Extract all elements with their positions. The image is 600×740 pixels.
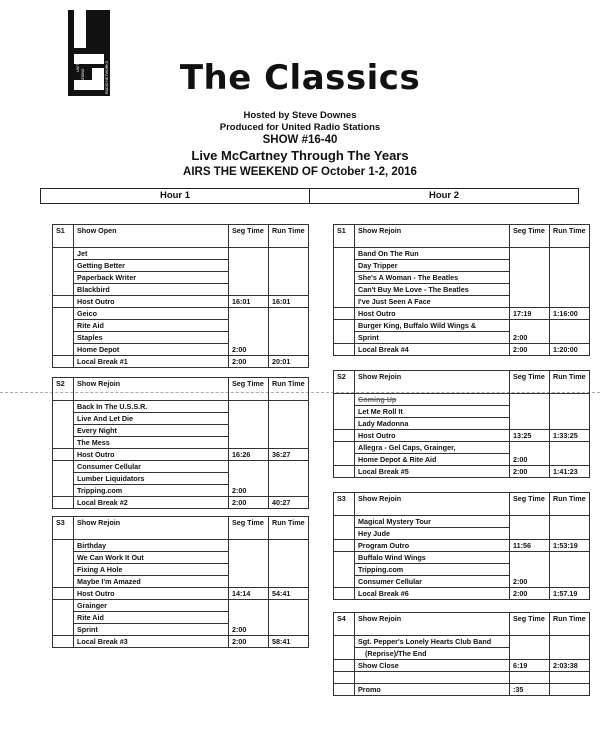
outro-row — [53, 356, 309, 368]
hour2-segment-s2 — [333, 370, 590, 478]
outro-label: Program Outro — [355, 540, 510, 552]
run-time-label: Run Time — [550, 493, 590, 516]
segment-title: Show Rejoin — [74, 517, 229, 540]
seg-time-label: Seg Time — [510, 225, 550, 248]
outro-seg-time: 2:00 — [229, 497, 269, 509]
outro-seg-time: 16:01 — [229, 296, 269, 308]
item-title: We Can Work It Out — [74, 552, 229, 564]
segment-title: Show Rejoin — [355, 613, 510, 636]
segment-title: Show Rejoin — [74, 378, 229, 401]
outro-row — [334, 344, 590, 356]
segment-title: Show Open — [74, 225, 229, 248]
hours-header — [40, 188, 579, 204]
group-seg-time: 2:00 — [510, 552, 550, 588]
hour2-segment-s1 — [333, 224, 590, 356]
outro-row — [53, 296, 309, 308]
list-item — [334, 516, 590, 528]
list-item — [334, 320, 590, 332]
item-title: Sgt. Pepper's Lonely Hearts Club Band — [355, 636, 510, 648]
outro-seg-time: 2:00 — [510, 344, 550, 356]
segment-header-row — [334, 493, 590, 516]
outro-seg-time: 6:19 — [510, 660, 550, 672]
item-title: Consumer Cellular — [355, 576, 510, 588]
outro-seg-time: 2:00 — [229, 636, 269, 648]
outro-label: Local Break #1 — [74, 356, 229, 368]
segment-id: S3 — [53, 517, 74, 540]
item-title: Maybe I'm Amazed — [74, 576, 229, 588]
outro-row — [334, 466, 590, 478]
segment-id: S4 — [334, 613, 355, 636]
outro-run-time: 1:33:25 — [550, 430, 590, 442]
item-title: Grainger — [74, 600, 229, 612]
logo-line-2: STATIONS — [81, 68, 85, 86]
item-title: Hey Jude — [355, 528, 510, 540]
outro-label: Host Outro — [74, 449, 229, 461]
outro-row — [334, 540, 590, 552]
outro-seg-time: 2:00 — [229, 356, 269, 368]
outro-seg-time: 2:00 — [510, 588, 550, 600]
group-seg-time: 2:00 — [229, 308, 269, 356]
seg-time-label: Seg Time — [229, 517, 269, 540]
outro-row — [334, 430, 590, 442]
logo-line-3: RADIO NETWORKS — [105, 60, 109, 94]
run-time-label: Run Time — [550, 225, 590, 248]
producer-line: Produced for United Radio Stations — [219, 122, 381, 133]
spacer-row — [334, 672, 590, 684]
item-title: She's A Woman - The Beatles — [355, 272, 510, 284]
segment-header-row — [53, 225, 309, 248]
group-seg-time: 2:00 — [229, 600, 269, 636]
item-title: Tripping.com — [74, 485, 229, 497]
item-title: Sprint — [74, 624, 229, 636]
seg-time-label: Seg Time — [229, 378, 269, 401]
segment-header-row — [334, 613, 590, 636]
list-item — [53, 461, 309, 473]
segment-header-row — [53, 378, 309, 401]
seg-time-label: Seg Time — [229, 225, 269, 248]
outro-row — [53, 636, 309, 648]
item-title: Blackbird — [74, 284, 229, 296]
run-time-label: Run Time — [550, 371, 590, 394]
outro-row — [53, 588, 309, 600]
outro-run-time: 36:27 — [269, 449, 309, 461]
run-time-label: Run Time — [550, 613, 590, 636]
item-title: Burger King, Buffalo Wild Wings & — [355, 320, 510, 332]
outro-row — [334, 684, 590, 696]
list-item — [53, 540, 309, 552]
outro-label: Local Break #6 — [355, 588, 510, 600]
outro-run-time: 58:41 — [269, 636, 309, 648]
outro-run-time: 54:41 — [269, 588, 309, 600]
segment-id: S2 — [53, 378, 74, 401]
outro-run-time: 1:57.19 — [550, 588, 590, 600]
outro-run-time: 40:27 — [269, 497, 309, 509]
hour2-segment-s4 — [333, 612, 590, 696]
outro-label: Host Outro — [74, 588, 229, 600]
logo-line-1: UNITED — [76, 58, 80, 72]
outro-row — [53, 449, 309, 461]
item-title: Can't Buy Me Love - The Beatles — [355, 284, 510, 296]
item-title: Back In The U.S.S.R. — [74, 401, 229, 413]
segment-header-row — [53, 517, 309, 540]
item-title: Live And Let Die — [74, 413, 229, 425]
seg-time-label: Seg Time — [510, 493, 550, 516]
group-seg-time: 2:00 — [229, 461, 269, 497]
segment-header-row — [334, 371, 590, 394]
item-title: Sprint — [355, 332, 510, 344]
item-title: Band On The Run — [355, 248, 510, 260]
outro-row — [334, 660, 590, 672]
segment-title: Show Rejoin — [355, 493, 510, 516]
hour-2-label: Hour 2 — [309, 189, 578, 203]
outro-label: Local Break #4 — [355, 344, 510, 356]
segment-header-row — [334, 225, 590, 248]
item-title: Paperback Writer — [74, 272, 229, 284]
group-seg-time: 2:00 — [510, 442, 550, 466]
item-title: Fixing A Hole — [74, 564, 229, 576]
item-title: Magical Mystery Tour — [355, 516, 510, 528]
outro-seg-time: 13:25 — [510, 430, 550, 442]
outro-seg-time: 16:26 — [229, 449, 269, 461]
item-title: Birthday — [74, 540, 229, 552]
segment-id: S3 — [334, 493, 355, 516]
item-title: Day Tripper — [355, 260, 510, 272]
segment-title: Show Rejoin — [355, 225, 510, 248]
item-title: Rite Aid — [74, 612, 229, 624]
show-subtitle: Live McCartney Through The Years — [191, 148, 409, 163]
item-title: I've Just Seen A Face — [355, 296, 510, 308]
item-title: Allegra - Gel Caps, Grainger, — [355, 442, 510, 454]
segment-id: S1 — [53, 225, 74, 248]
list-item — [53, 248, 309, 260]
outro-label: Host Outro — [74, 296, 229, 308]
item-title: Staples — [74, 332, 229, 344]
item-title: Consumer Cellular — [74, 461, 229, 473]
segment-id: S2 — [334, 371, 355, 394]
segment-title: Show Rejoin — [355, 371, 510, 394]
item-title: Lumber Liquidators — [74, 473, 229, 485]
outro-seg-time: 2:00 — [510, 466, 550, 478]
item-title: Buffalo Wind Wings — [355, 552, 510, 564]
outro-row — [334, 308, 590, 320]
item-title: Rite Aid — [74, 320, 229, 332]
list-item — [334, 552, 590, 564]
hour-1-label: Hour 1 — [159, 190, 191, 201]
hour1-segment-s2 — [52, 377, 309, 509]
show-number: SHOW #16-40 — [262, 134, 338, 146]
seg-time-label: Seg Time — [510, 613, 550, 636]
outro-label: Local Break #3 — [74, 636, 229, 648]
item-title: Jet — [74, 248, 229, 260]
outro-run-time: 1:41:23 — [550, 466, 590, 478]
outro-run-time: 1:20:00 — [550, 344, 590, 356]
hour2-segment-s3 — [333, 492, 590, 600]
item-title: Every Night — [74, 425, 229, 437]
list-item — [334, 394, 590, 406]
outro-run-time: 16:01 — [269, 296, 309, 308]
item-title: The Mess — [74, 437, 229, 449]
run-time-label: Run Time — [269, 517, 309, 540]
item-title: Coming Up — [355, 394, 510, 406]
outro-run-time: 2:03:38 — [550, 660, 590, 672]
outro-seg-time: 11:56 — [510, 540, 550, 552]
run-time-label: Run Time — [269, 378, 309, 401]
item-title: Getting Better — [74, 260, 229, 272]
item-title: Tripping.com — [355, 564, 510, 576]
item-title: Geico — [74, 308, 229, 320]
outro-seg-time: 14:14 — [229, 588, 269, 600]
outro-run-time: 1:53:19 — [550, 540, 590, 552]
item-title: Let Me Roll It — [355, 406, 510, 418]
list-item — [334, 636, 590, 648]
outro-label: Host Outro — [355, 308, 510, 320]
item-title: Home Depot & Rite Aid — [355, 454, 510, 466]
list-item — [334, 442, 590, 454]
item-title: Lady Madonna — [355, 418, 510, 430]
list-item — [53, 401, 309, 413]
outro-run-time: 20:01 — [269, 356, 309, 368]
hour1-segment-s1 — [52, 224, 309, 368]
outro-label: Host Outro — [355, 430, 510, 442]
list-item — [53, 308, 309, 320]
outro-label: Local Break #5 — [355, 466, 510, 478]
outro-label: Promo — [355, 684, 510, 696]
outro-run-time: 1:16:00 — [550, 308, 590, 320]
group-seg-time: 2:00 — [510, 320, 550, 344]
host-line: Hosted by Steve Downes — [243, 110, 357, 121]
hour1-segment-s3 — [52, 516, 309, 648]
outro-seg-time: 17:19 — [510, 308, 550, 320]
outro-row — [334, 588, 590, 600]
list-item — [53, 600, 309, 612]
segment-id: S1 — [334, 225, 355, 248]
outro-label: Show Close — [355, 660, 510, 672]
outro-seg-time: :35 — [510, 684, 550, 696]
seg-time-label: Seg Time — [510, 371, 550, 394]
air-date: AIRS THE WEEKEND OF October 1-2, 2016 — [183, 166, 417, 178]
page-title: The Classics — [179, 58, 421, 98]
outro-label: Local Break #2 — [74, 497, 229, 509]
item-title: (Reprise)/The End — [355, 648, 510, 660]
run-time-label: Run Time — [269, 225, 309, 248]
outro-run-time — [550, 684, 590, 696]
item-title: Home Depot — [74, 344, 229, 356]
outro-row — [53, 497, 309, 509]
list-item — [334, 248, 590, 260]
